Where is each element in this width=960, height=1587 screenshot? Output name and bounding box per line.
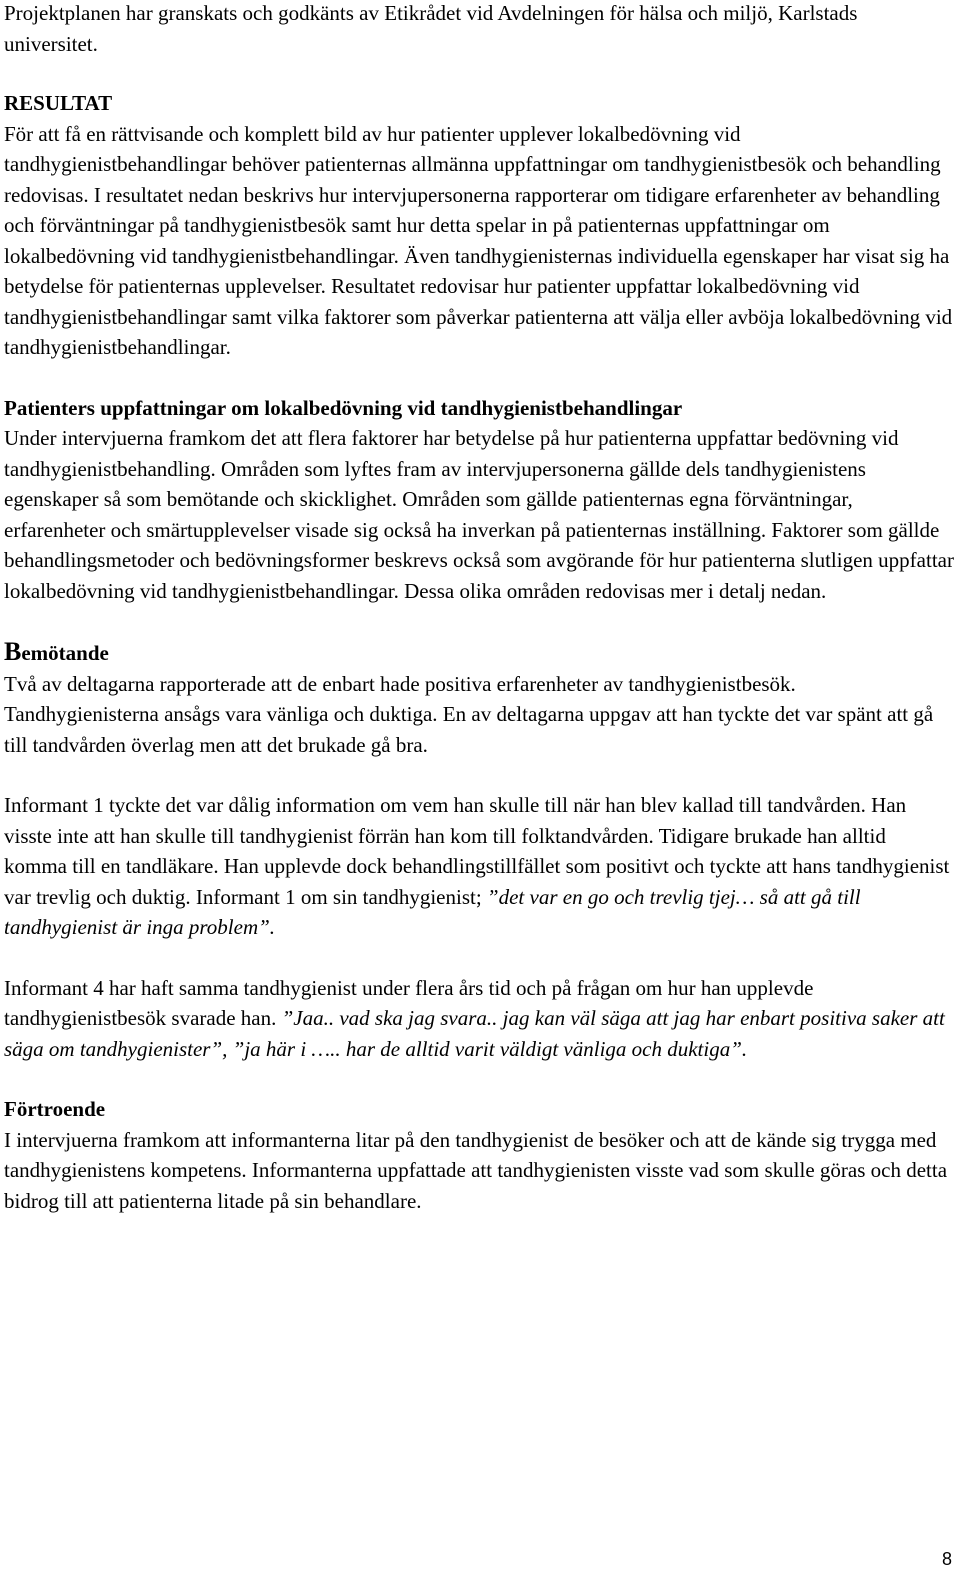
informant-4-quote: ”Jaa.. vad ska jag svara.. jag kan väl säga att jag har enbart positiva saker att säga om tandhygienister”, ”ja här i ….. har de alltid varit väldigt vänliga och duktiga”. [4,1006,945,1061]
subheading-bemotande [4,637,954,669]
informant-4-text: Informant 4 har haft samma tandhygienist under flera års tid och på frågan om hur han upplevde tandhygienistbesök svarade han. [4,975,814,1030]
intro-paragraph: Projektplanen har granskats och godkänts av Etikrådet vid Avdelningen för hälsa och miljö, Karlstads universitet. [4,1,858,56]
page-number: 8 [941,1549,952,1569]
patient-perceptions-paragraph: Under intervjuerna framkom det att flera faktorer har betydelse på hur patienterna uppfattar bedövning vid tandhygienistbehandling. Områden som lyftes fram av intervjupersonerna gällde dels tandhygienistens egenskaper så som bemötande och skicklighet. Områden som gällde patienternas egna förväntningar, erfarenheter och smärtupplevelser visade sig också ha inverkan på patienternas inställning. Faktorer som gällde behandlingsmetoder och bedövningsformer beskrevs också som avgörande för hur patienterna slutligen uppfattar lokalbedövning vid tandhygienistbehandlingar. Dessa olika områden redovisas mer i detalj nedan. [4,426,954,603]
bemotande-paragraph-3 [4,973,954,1065]
informant-1-text: Informant 1 tyckte det var dålig information om vem han skulle till när han blev kallad till tandvården. Han visste inte att han skulle till tandhygienist förrän han kom till folktandvården. Tidigare brukade han alltid komma till en tandläkare. Han upplevde dock behandlingstillfället som positivt och tyckte att hans tandhygienist var trevlig och duktig. Informant 1 om sin tandhygienist; [4,793,950,909]
bemotande-initial: B [4,637,22,666]
subheading-patient-perceptions: Patienters uppfattningar om lokalbedövning vid tandhygienistbehandlingar [4,395,683,420]
document-page [4,0,954,1216]
bemotande-paragraph-2 [4,790,954,943]
subheading-fortroende: Förtroende [4,1097,106,1121]
bemotande-heading-rest: emötande [21,641,109,665]
section-heading-resultat: RESULTAT [4,91,113,115]
resultat-paragraph: För att få en rättvisande och komplett bild av hur patienter upplever lokalbedövning vid tandhygienistbehandlingar behöver patienternas allmänna uppfattningar om tandhygienistbesök och behandling redovisas. I resultatet nedan beskrivs hur intervjupersonerna rapporterar om tidigare erfarenheter av behandling och förväntningar på tandhygienistbesök samt hur detta spelar in på patienternas uppfattningar om lokalbedövning vid tandhygienistbehandlingar. Även tandhygienisternas individuella egenskaper har visat sig ha betydelse för patienternas upplevelser. Resultatet redovisar hur patienter uppfattar lokalbedövning vid tandhygienistbehandlingar samt vilka faktorer som påverkar patienterna att välja eller avböja lokalbedövning vid tandhygienistbehandlingar. [4,121,953,359]
bemotande-paragraph-1: Två av deltagarna rapporterade att de enbart hade positiva erfarenheter av tandhygienistbesök. Tandhygienisterna ansågs vara vänliga och duktiga. En av deltagarna uppgav att han tyckte det var spänt att gå till tandvården överlag men att det brukade gå bra. [4,671,934,757]
informant-1-quote: ”det var en go och trevlig tjej… så att gå till tandhygienist är inga problem”. [4,884,861,939]
fortroende-paragraph: I intervjuerna framkom att informanterna litar på den tandhygienist de besöker och att de kände sig trygga med tandhygienistens kompetens. Informanterna uppfattade att tandhygienisten visste vad som skulle göras och detta bidrog till att patienterna litade på sin behandlare. [4,1127,948,1213]
